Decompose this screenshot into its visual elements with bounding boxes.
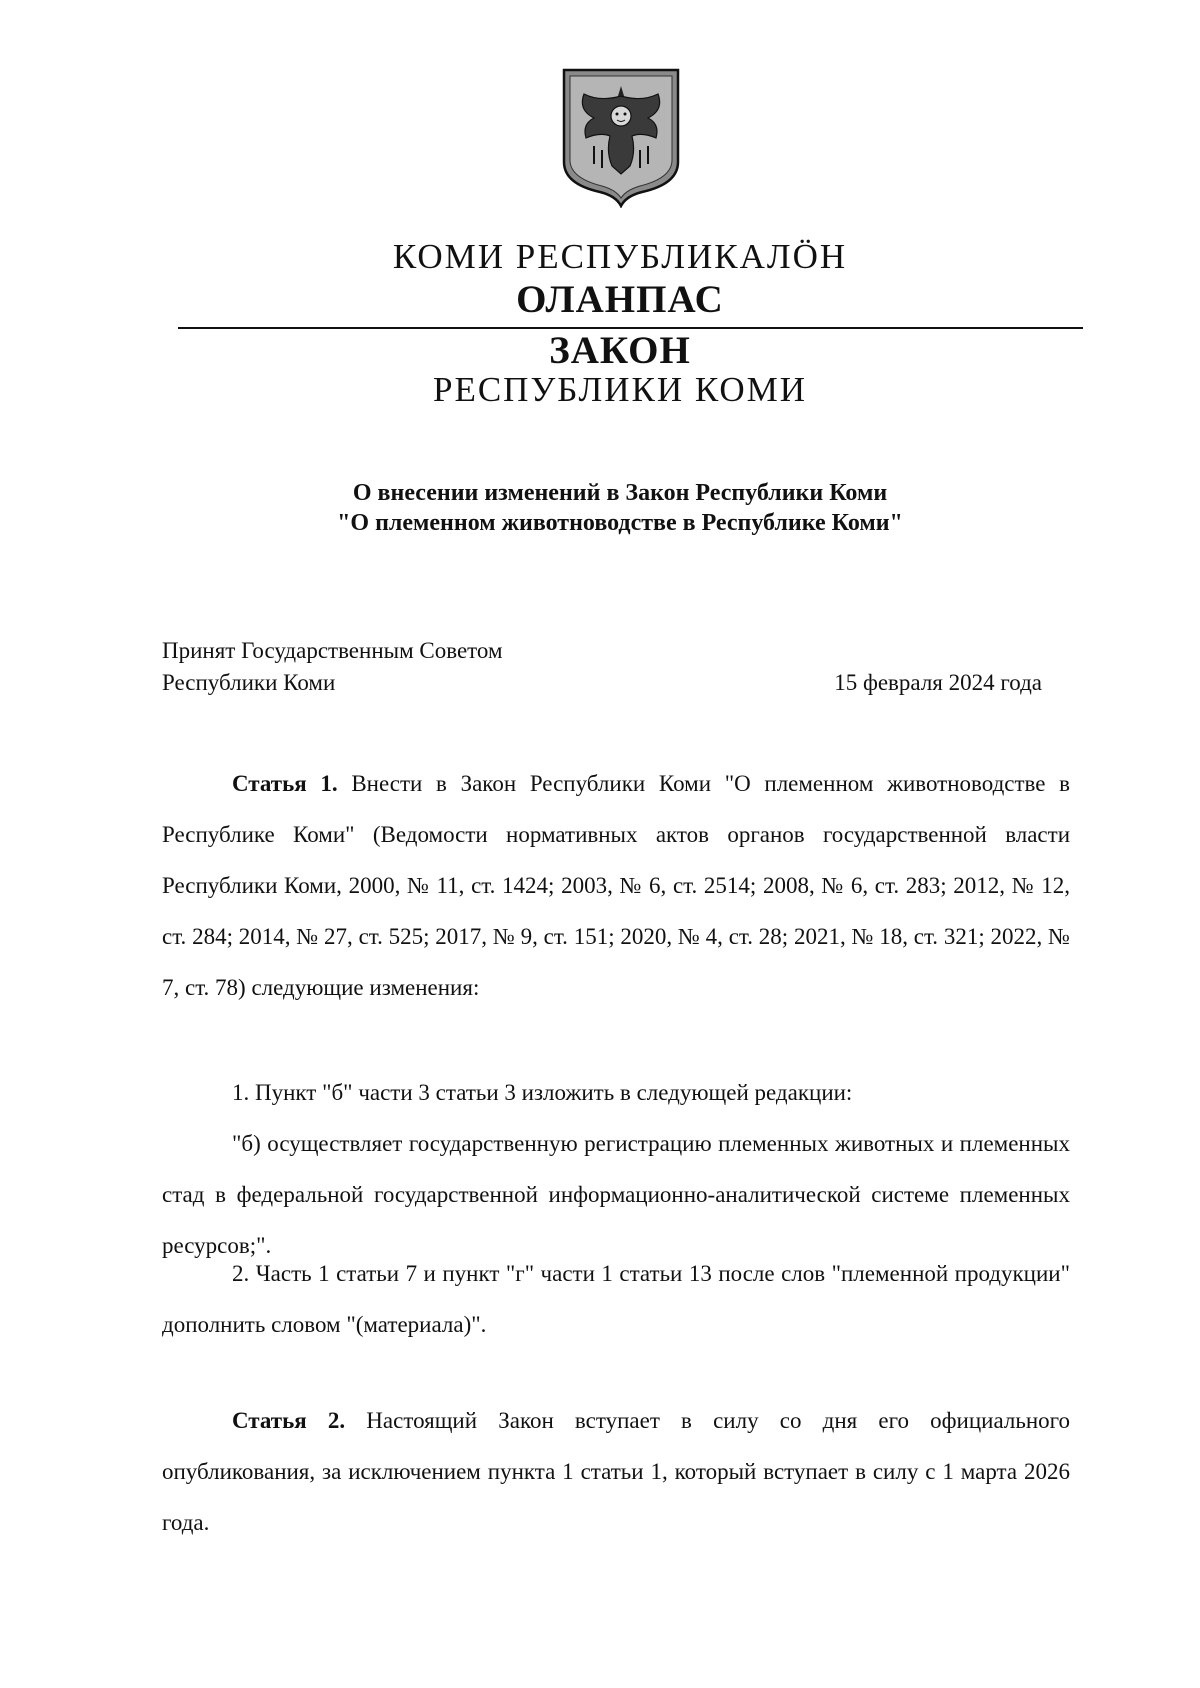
article-1-item-1: 1. Пункт "б" части 3 статьи 3 изложить в следующей редакции: (232, 1080, 853, 1105)
article-2-label: Статья 2. (232, 1408, 346, 1433)
adoption-line-1: Принят Государственным Советом (162, 638, 503, 663)
adoption-line-2: Республики Коми (162, 670, 336, 695)
header-zakon: ЗАКОН (549, 329, 691, 372)
article-2-paragraph (162, 1395, 1070, 1548)
document-title-line-1: О внесении изменений в Закон Республики Коми (352, 480, 888, 506)
header-republic-name-russian: РЕСПУБЛИКИ КОМИ (432, 370, 807, 409)
article-1-text: Внести в Закон Республики Коми "О племенном животноводстве в Республике Коми" (Ведомости нормативных актов органов государственной власти Республики Коми, 2000, № 11, ст. 1424; 2003, № 6, ст. 2514; 2008, № 6, ст. 283; 2012, № 12, ст. 284; 2014, № 27, ст. 525; 2017, № 9, ст. 151; 2020, № 4, ст. 28; 2021, № 18, ст. 321; 2022, № 7, ст. 78) следующие изменения: (162, 771, 1071, 1000)
header-republic-name-komi: КОМИ РЕСПУБЛИКАЛӦН (392, 237, 848, 276)
document-title-line-2: "О племенном животноводстве в Республике Коми" (337, 510, 903, 536)
article-2-text: Настоящий Закон вступает в силу со дня его официального опубликования, за исключением пункта 1 статьи 1, который вступает в силу с 1 марта 2026 года. (162, 1408, 1070, 1535)
coat-of-arms-emblem (560, 66, 682, 208)
adoption-date: 15 февраля 2024 года (834, 670, 1042, 695)
header-olanpas: ОЛАНПАС (516, 278, 724, 321)
article-1-paragraph (162, 758, 1070, 1013)
article-1-label: Статья 1. (232, 771, 338, 796)
article-1-item-2: 2. Часть 1 статьи 7 и пункт "г" части 1 статьи 13 после слов "племенной продукции" дополнить словом "(материала)". (162, 1261, 1070, 1337)
article-1-item-1-quote: "б) осуществляет государственную регистрацию племенных животных и племенных стад в федеральной государственной информационно-аналитической системе племенных ресурсов;". (162, 1131, 1070, 1258)
